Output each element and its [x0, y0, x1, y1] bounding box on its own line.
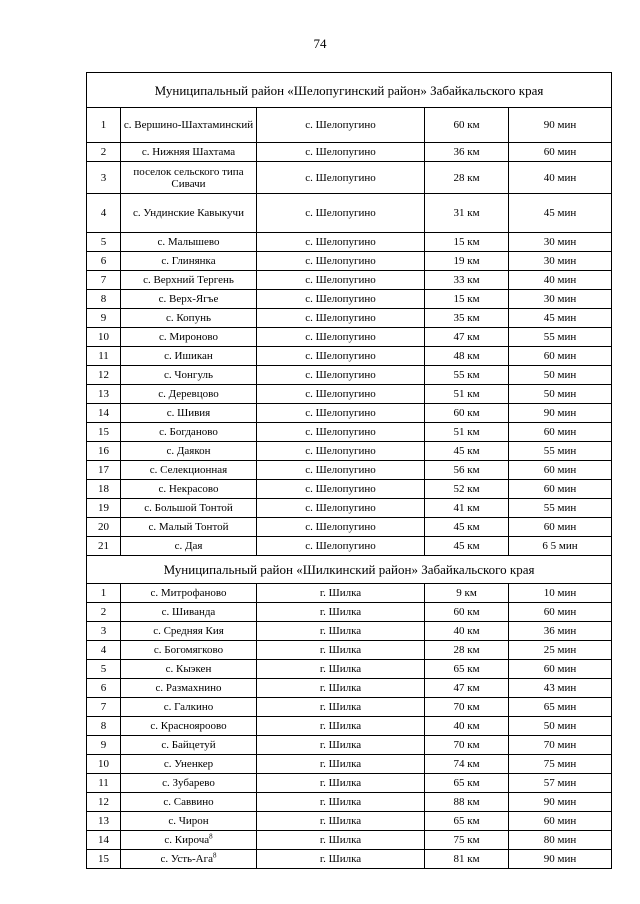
table-body	[87, 73, 612, 869]
row-number-cell: 19	[87, 499, 121, 518]
distance-cell: 15 км	[425, 233, 509, 252]
time-cell: 40 мин	[509, 162, 612, 194]
center-cell: г. Шилка	[257, 736, 425, 755]
row-number-cell: 15	[87, 850, 121, 869]
time-cell: 60 мин	[509, 480, 612, 499]
row-number-cell: 8	[87, 717, 121, 736]
time-cell: 45 мин	[509, 194, 612, 233]
row-number-cell: 14	[87, 831, 121, 850]
distance-cell: 60 км	[425, 603, 509, 622]
page-number: 74	[313, 36, 327, 51]
settlement-cell: с. Богданово	[121, 423, 257, 442]
center-cell: г. Шилка	[257, 603, 425, 622]
time-cell: 50 мин	[509, 385, 612, 404]
time-cell: 90 мин	[509, 850, 612, 869]
center-cell: г. Шилка	[257, 584, 425, 603]
settlements-table	[86, 72, 612, 869]
center-cell: с. Шелопугино	[257, 328, 425, 347]
row-number-cell: 7	[87, 698, 121, 717]
center-cell: г. Шилка	[257, 831, 425, 850]
distance-cell: 19 км	[425, 252, 509, 271]
row-number-cell: 13	[87, 385, 121, 404]
center-cell: г. Шилка	[257, 850, 425, 869]
settlement-cell	[121, 850, 257, 869]
distance-cell: 28 км	[425, 162, 509, 194]
settlement-cell: с. Краснояроово	[121, 717, 257, 736]
center-cell: с. Шелопугино	[257, 385, 425, 404]
distance-cell: 65 км	[425, 812, 509, 831]
settlement-cell: с. Нижняя Шахтама	[121, 143, 257, 162]
distance-cell: 40 км	[425, 717, 509, 736]
table-row	[87, 831, 612, 850]
distance-cell: 45 км	[425, 442, 509, 461]
distance-cell: 48 км	[425, 347, 509, 366]
center-cell: с. Шелопугино	[257, 233, 425, 252]
settlement-cell: с. Кыэкен	[121, 660, 257, 679]
center-cell: с. Шелопугино	[257, 271, 425, 290]
settlement-cell: с. Копунь	[121, 309, 257, 328]
time-cell: 50 мин	[509, 717, 612, 736]
time-cell: 60 мин	[509, 603, 612, 622]
time-cell: 60 мин	[509, 812, 612, 831]
distance-cell: 88 км	[425, 793, 509, 812]
center-cell: с. Шелопугино	[257, 290, 425, 309]
center-cell: г. Шилка	[257, 774, 425, 793]
center-cell: г. Шилка	[257, 622, 425, 641]
settlement-cell: с. Деревцово	[121, 385, 257, 404]
row-number-cell: 18	[87, 480, 121, 499]
time-cell: 55 мин	[509, 442, 612, 461]
table-row	[87, 793, 612, 812]
time-cell: 55 мин	[509, 328, 612, 347]
time-cell: 6 5 мин	[509, 537, 612, 556]
distance-cell: 65 км	[425, 774, 509, 793]
settlement-cell: с. Чонгуль	[121, 366, 257, 385]
time-cell: 60 мин	[509, 461, 612, 480]
row-number-cell: 1	[87, 108, 121, 143]
table-row	[87, 461, 612, 480]
time-cell: 45 мин	[509, 309, 612, 328]
settlement-cell: с. Мироново	[121, 328, 257, 347]
settlement-cell: с. Большой Тонтой	[121, 499, 257, 518]
time-cell: 60 мин	[509, 347, 612, 366]
center-cell: г. Шилка	[257, 793, 425, 812]
table-row	[87, 480, 612, 499]
row-number-cell: 21	[87, 537, 121, 556]
settlement-name: с. Кироча	[164, 834, 210, 846]
row-number-cell: 5	[87, 660, 121, 679]
time-cell: 25 мин	[509, 641, 612, 660]
row-number-cell: 6	[87, 679, 121, 698]
distance-cell: 81 км	[425, 850, 509, 869]
table-row	[87, 679, 612, 698]
settlement-cell: с. Саввино	[121, 793, 257, 812]
time-cell: 40 мин	[509, 271, 612, 290]
table-row	[87, 271, 612, 290]
distance-cell: 45 км	[425, 518, 509, 537]
distance-cell: 74 км	[425, 755, 509, 774]
row-number-cell: 2	[87, 143, 121, 162]
table-row	[87, 755, 612, 774]
distance-cell: 40 км	[425, 622, 509, 641]
settlement-cell: с. Зубарево	[121, 774, 257, 793]
distance-cell: 51 км	[425, 423, 509, 442]
table-row	[87, 537, 612, 556]
settlement-cell: с. Малышево	[121, 233, 257, 252]
row-number-cell: 11	[87, 347, 121, 366]
settlement-cell: с. Малый Тонтой	[121, 518, 257, 537]
distance-cell: 35 км	[425, 309, 509, 328]
settlement-cell: с. Чирон	[121, 812, 257, 831]
center-cell: г. Шилка	[257, 812, 425, 831]
settlement-cell: с. Богомягково	[121, 641, 257, 660]
center-cell: с. Шелопугино	[257, 518, 425, 537]
settlement-cell: с. Глинянка	[121, 252, 257, 271]
center-cell: с. Шелопугино	[257, 461, 425, 480]
settlement-cell: с. Вершино-Шахтаминский	[121, 108, 257, 143]
row-number-cell: 10	[87, 755, 121, 774]
time-cell: 30 мин	[509, 252, 612, 271]
row-number-cell: 3	[87, 162, 121, 194]
time-cell: 65 мин	[509, 698, 612, 717]
settlement-cell: поселок сельского типа Сивачи	[121, 162, 257, 194]
table-row	[87, 812, 612, 831]
settlement-cell: с. Галкино	[121, 698, 257, 717]
table-row	[87, 347, 612, 366]
center-cell: с. Шелопугино	[257, 499, 425, 518]
row-number-cell: 12	[87, 366, 121, 385]
table-row	[87, 328, 612, 347]
row-number-cell: 14	[87, 404, 121, 423]
distance-cell: 56 км	[425, 461, 509, 480]
distance-cell: 60 км	[425, 108, 509, 143]
row-number-cell: 8	[87, 290, 121, 309]
center-cell: с. Шелопугино	[257, 423, 425, 442]
table-row	[87, 108, 612, 143]
table-row	[87, 366, 612, 385]
distance-cell: 33 км	[425, 271, 509, 290]
center-cell: с. Шелопугино	[257, 162, 425, 194]
section-title: Муниципальный район «Шилкинский район» Забайкальского края	[87, 556, 612, 584]
distance-cell: 15 км	[425, 290, 509, 309]
footnote-marker: 8	[209, 832, 213, 841]
time-cell: 50 мин	[509, 366, 612, 385]
row-number-cell: 5	[87, 233, 121, 252]
table-row	[87, 660, 612, 679]
center-cell: с. Шелопугино	[257, 480, 425, 499]
distance-cell: 41 км	[425, 499, 509, 518]
settlement-cell: с. Уненкер	[121, 755, 257, 774]
time-cell: 43 мин	[509, 679, 612, 698]
center-cell: г. Шилка	[257, 679, 425, 698]
center-cell: с. Шелопугино	[257, 309, 425, 328]
table-row	[87, 499, 612, 518]
settlement-cell: с. Верх-Ягъе	[121, 290, 257, 309]
settlement-cell: с. Ишикан	[121, 347, 257, 366]
table-row	[87, 233, 612, 252]
row-number-cell: 9	[87, 736, 121, 755]
center-cell: с. Шелопугино	[257, 108, 425, 143]
row-number-cell: 6	[87, 252, 121, 271]
settlement-cell: с. Дая	[121, 537, 257, 556]
table-row	[87, 850, 612, 869]
distance-cell: 31 км	[425, 194, 509, 233]
center-cell: с. Шелопугино	[257, 143, 425, 162]
settlement-cell: с. Байцетуй	[121, 736, 257, 755]
table-row	[87, 404, 612, 423]
table-row	[87, 584, 612, 603]
settlement-cell: с. Селекционная	[121, 461, 257, 480]
time-cell: 60 мин	[509, 660, 612, 679]
row-number-cell: 9	[87, 309, 121, 328]
table-row	[87, 717, 612, 736]
table-row	[87, 641, 612, 660]
table-row	[87, 385, 612, 404]
center-cell: с. Шелопугино	[257, 194, 425, 233]
center-cell: с. Шелопугино	[257, 442, 425, 461]
center-cell: г. Шилка	[257, 660, 425, 679]
row-number-cell: 3	[87, 622, 121, 641]
table-row	[87, 442, 612, 461]
time-cell: 90 мин	[509, 793, 612, 812]
center-cell: с. Шелопугино	[257, 347, 425, 366]
distance-cell: 55 км	[425, 366, 509, 385]
row-number-cell: 13	[87, 812, 121, 831]
time-cell: 30 мин	[509, 290, 612, 309]
settlement-cell: с. Ундинские Кавыкучи	[121, 194, 257, 233]
settlement-cell: с. Шиванда	[121, 603, 257, 622]
time-cell: 57 мин	[509, 774, 612, 793]
settlement-cell: с. Верхний Тергень	[121, 271, 257, 290]
settlement-cell	[121, 831, 257, 850]
row-number-cell: 10	[87, 328, 121, 347]
row-number-cell: 17	[87, 461, 121, 480]
settlement-cell: с. Митрофаново	[121, 584, 257, 603]
distance-cell: 47 км	[425, 679, 509, 698]
table-row	[87, 143, 612, 162]
row-number-cell: 11	[87, 774, 121, 793]
table-row	[87, 309, 612, 328]
time-cell: 90 мин	[509, 108, 612, 143]
time-cell: 60 мин	[509, 423, 612, 442]
center-cell: г. Шилка	[257, 717, 425, 736]
distance-cell: 9 км	[425, 584, 509, 603]
distance-cell: 70 км	[425, 736, 509, 755]
center-cell: с. Шелопугино	[257, 404, 425, 423]
row-number-cell: 12	[87, 793, 121, 812]
table-row	[87, 774, 612, 793]
distance-cell: 70 км	[425, 698, 509, 717]
time-cell: 60 мин	[509, 143, 612, 162]
distance-cell: 36 км	[425, 143, 509, 162]
row-number-cell: 4	[87, 641, 121, 660]
distance-cell: 28 км	[425, 641, 509, 660]
settlement-cell: с. Средняя Кия	[121, 622, 257, 641]
settlement-cell: с. Некрасово	[121, 480, 257, 499]
table-row	[87, 698, 612, 717]
center-cell: г. Шилка	[257, 641, 425, 660]
table-row	[87, 162, 612, 194]
row-number-cell: 2	[87, 603, 121, 622]
settlement-cell: с. Шивия	[121, 404, 257, 423]
row-number-cell: 20	[87, 518, 121, 537]
time-cell: 10 мин	[509, 584, 612, 603]
section-title: Муниципальный район «Шелопугинский район» Забайкальского края	[87, 73, 612, 108]
table-row	[87, 194, 612, 233]
distance-cell: 60 км	[425, 404, 509, 423]
distance-cell: 51 км	[425, 385, 509, 404]
row-number-cell: 15	[87, 423, 121, 442]
distance-cell: 65 км	[425, 660, 509, 679]
time-cell: 55 мин	[509, 499, 612, 518]
distance-cell: 75 км	[425, 831, 509, 850]
section-header-row	[87, 556, 612, 584]
center-cell: г. Шилка	[257, 755, 425, 774]
center-cell: г. Шилка	[257, 698, 425, 717]
distance-cell: 47 км	[425, 328, 509, 347]
table-row	[87, 252, 612, 271]
row-number-cell: 7	[87, 271, 121, 290]
row-number-cell: 1	[87, 584, 121, 603]
row-number-cell: 4	[87, 194, 121, 233]
table-row	[87, 423, 612, 442]
table-row	[87, 603, 612, 622]
time-cell: 70 мин	[509, 736, 612, 755]
settlement-cell: с. Даякон	[121, 442, 257, 461]
distance-cell: 45 км	[425, 537, 509, 556]
center-cell: с. Шелопугино	[257, 537, 425, 556]
section-header-row	[87, 73, 612, 108]
distance-cell: 52 км	[425, 480, 509, 499]
settlement-cell: с. Размахнино	[121, 679, 257, 698]
time-cell: 36 мин	[509, 622, 612, 641]
table-row	[87, 736, 612, 755]
time-cell: 75 мин	[509, 755, 612, 774]
time-cell: 80 мин	[509, 831, 612, 850]
time-cell: 60 мин	[509, 518, 612, 537]
time-cell: 30 мин	[509, 233, 612, 252]
table-row	[87, 622, 612, 641]
table-row	[87, 290, 612, 309]
settlement-name: с. Усть-Ага	[160, 853, 214, 865]
time-cell: 90 мин	[509, 404, 612, 423]
table-row	[87, 518, 612, 537]
footnote-marker: 8	[213, 851, 217, 860]
center-cell: с. Шелопугино	[257, 252, 425, 271]
center-cell: с. Шелопугино	[257, 366, 425, 385]
row-number-cell: 16	[87, 442, 121, 461]
